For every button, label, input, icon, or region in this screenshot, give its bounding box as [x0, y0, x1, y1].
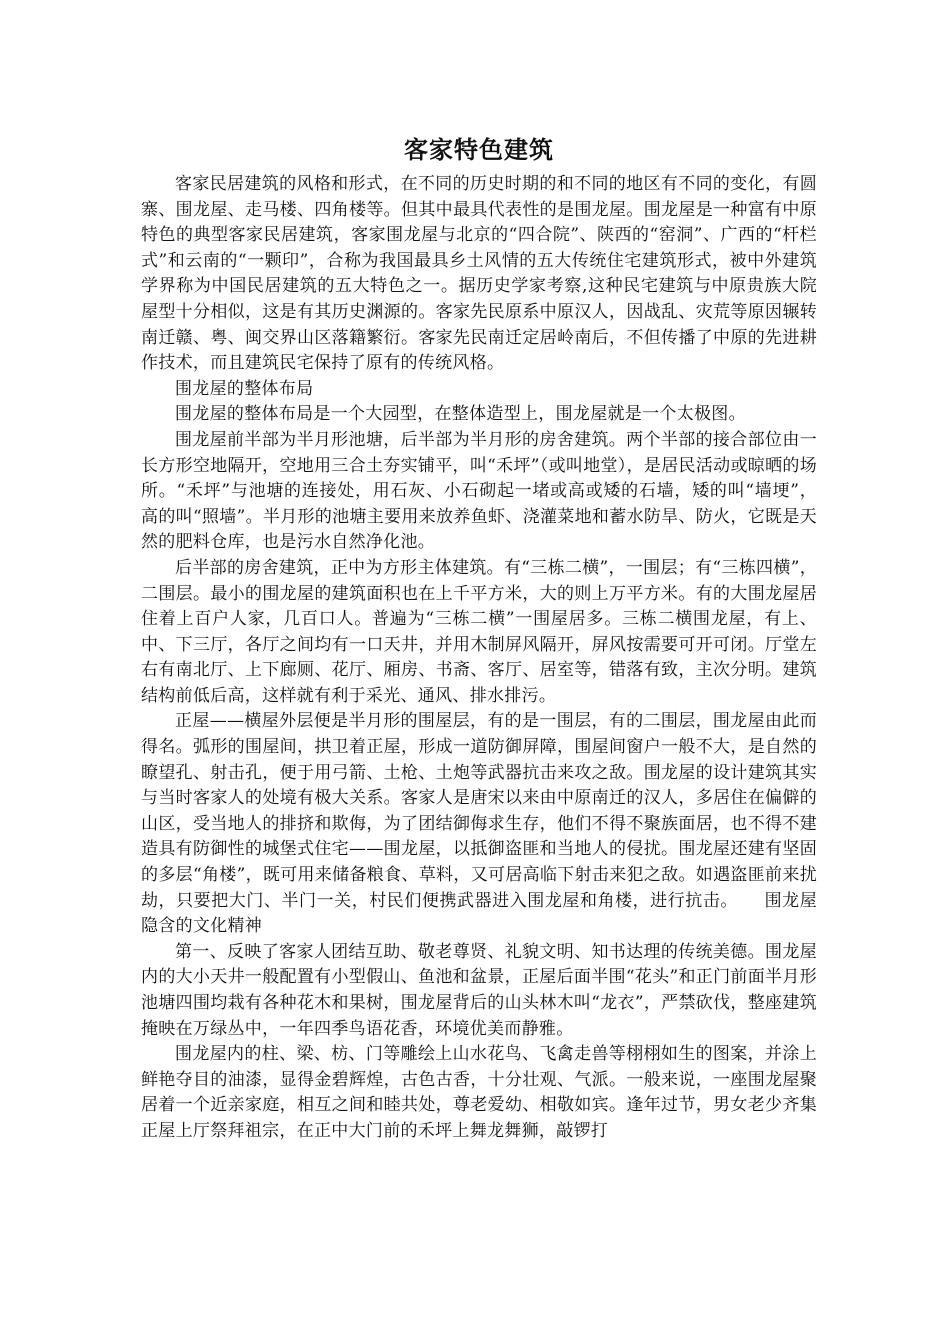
paragraph-enclosure: 正屋——横屋外层便是半月形的围屋层，有的是一围层，有的二围层，围龙屋由此而得名。弧形的围屋间，拱卫着正屋，形成一道防御屏障，围屋间窗户一般不大，是自然的瞭望孔、射击孔，便于用弓箭、土枪、土炮等武器抗击来攻之敌。围龙屋的设计建筑其实与当时客家人的处境有极大关系。客家人是唐宋以来由中原南迁的汉人，多居住在偏僻的山区，受当地人的排挤和欺侮，为了团结御侮求生存，他们不得不聚族面居，也不得不建造具有防御性的城堡式住宅——围龙屋，以抵御盗匪和当地人的侵扰。围龙屋还建有坚固的多层“角楼”，既可用来储备粮食、草料，又可居高临下射击来犯之敌。如遇盗匪前来扰劫，只要把大门、半门一关，村民们便携武器进入围龙屋和角楼，进行抗击。 围龙屋隐含的文化精神 — [141, 711, 817, 937]
section-heading-layout: 围龙屋的整体布局 — [175, 378, 314, 399]
paragraph-front-half: 围龙屋前半部为半月形池塘，后半部为半月形的房舍建筑。两个半部的接合部位由一长方形空地隔开，空地用三合土夯实铺平，叫“禾坪”（或叫地堂），是居民活动或晾晒的场所。“禾坪”与池塘的连接处，用石灰、小石砌起一堵或高或矮的石墙，矮的叫“墙埂”，高的叫“照墙”。半月形的池塘主要用来放养鱼虾、浇灌菜地和蓄水防旱、防火，它既是天然的肥料仓库，也是污水自然净化池。 — [141, 429, 817, 553]
paragraph-layout-overview: 围龙屋的整体布局是一个大园型，在整体造型上，围龙屋就是一个太极图。 — [175, 404, 746, 425]
paragraph-rear-half: 后半部的房舍建筑，正中为方形主体建筑。有“三栋二横”，一围层；有“三栋四横”，二围层。最小的围龙屋的建筑面积也在上千平方米，大的则上万平方米。有的大围龙屋居住着上百户人家，几百口人。普遍为“三栋二横”一围屋居多。三栋二横围龙屋，有上、中、下三厅，各厅之间均有一口天井，并用木制屏风隔开，屏风按需要可开可闭。厅堂左右有南北厅、上下廊厕、花厅、厢房、书斋、客厅、居室等，错落有致，主次分明。建筑结构前低后高，这样就有利于采光、通风、排水排污。 — [141, 557, 817, 706]
paragraph-intro: 客家民居建筑的风格和形式，在不同的历史时期的和不同的地区有不同的变化，有圆寨、围龙屋、走马楼、四角楼等。但其中最具代表性的是围龙屋。围龙屋是一种富有中原特色的典型客家民居建筑，客家围龙屋与北京的“四合院”、陕西的“窑洞”、广西的“杆栏式”和云南的“一颗印”，合称为我国最具乡土风情的五大传统住宅建筑形式，被中外建筑学界称为中国民居建筑的五大特色之一。据历史学家考察,这种民宅建筑与中原贵族大院屋型十分相似，这是有其历史渊源的。客家先民原系中原汉人，因战乱、灾荒等原因辗转南迁赣、粤、闽交界山区落籍繁衍。客家先民南迁定居岭南后，不但传播了中原的先进耕作技术，而且建筑民宅保持了原有的传统风格。 — [141, 174, 817, 374]
paragraph-decoration: 围龙屋内的柱、梁、枋、门等雕绘上山水花鸟、飞禽走兽等栩栩如生的图案，并涂上鲜艳夺目的油漆，显得金碧辉煌，古色古香，十分壮观、气派。一般来说，一座围龙屋聚居着一个近亲家庭，相互之间和睦共处，尊老爱幼、相敬如宾。逢年过节，男女老少齐集正屋上厅祭拜祖宗，在正中大门前的禾坪上舞龙舞狮，敲锣打 — [141, 1044, 817, 1141]
document-title: 客家特色建筑 — [404, 135, 554, 164]
document-page — [141, 132, 817, 1145]
paragraph-culture-first: 第一、反映了客家人团结互助、敬老尊贤、礼貌文明、知书达理的传统美德。围龙屋内的大小天井一般配置有小型假山、鱼池和盆景，正屋后面半围“花头”和正门前面半月形池塘四围均栽有各种花木和果树，围龙屋背后的山头林木叫“龙衣”，严禁砍伐，整座建筑掩映在万绿丛中，一年四季鸟语花香，环境优美而静雅。 — [141, 941, 817, 1039]
